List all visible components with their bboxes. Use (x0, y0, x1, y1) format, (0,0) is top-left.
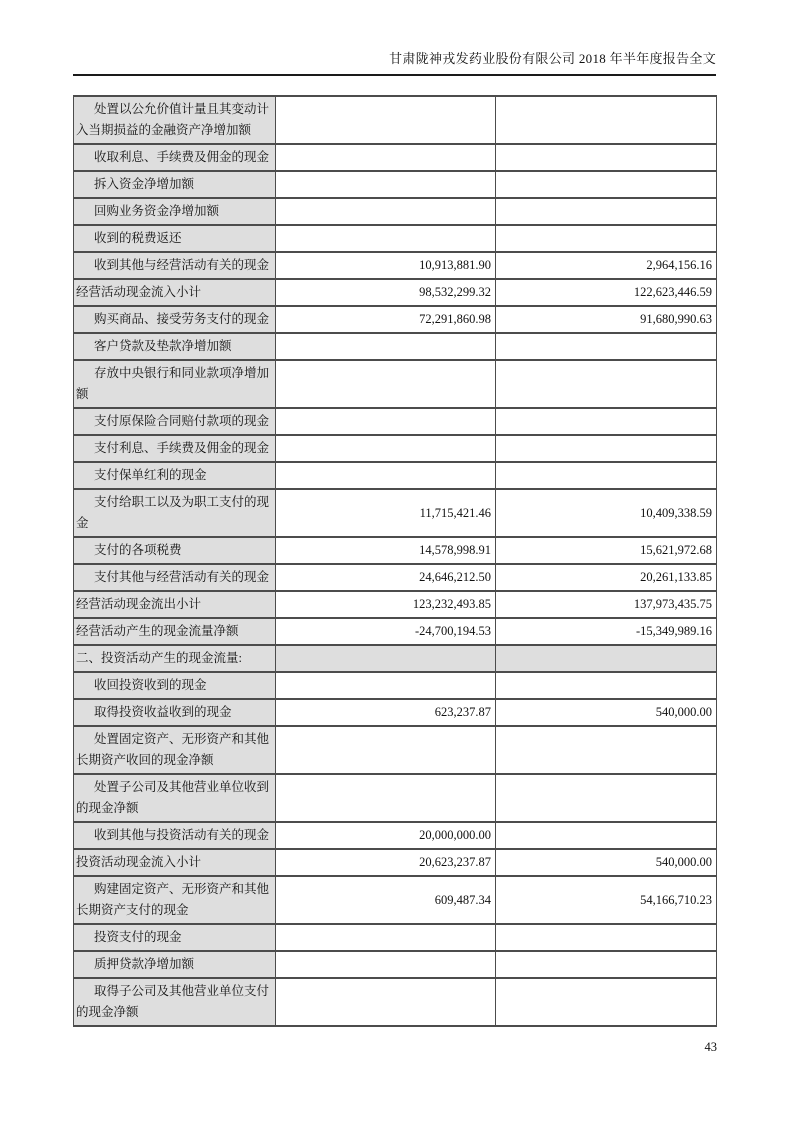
table-row (74, 489, 717, 537)
row-value-col1 (276, 672, 496, 699)
table-row (74, 462, 717, 489)
row-value-col2: 137,973,435.75 (496, 591, 717, 618)
row-label: 取得子公司及其他营业单位支付的现金净额 (74, 978, 276, 1026)
row-label: 购买商品、接受劳务支付的现金 (74, 306, 276, 333)
cashflow-table (73, 95, 717, 1027)
table-row (74, 144, 717, 171)
row-label: 收回投资收到的现金 (74, 672, 276, 699)
row-label: 购建固定资产、无形资产和其他长期资产支付的现金 (74, 876, 276, 924)
row-value-col1: 609,487.34 (276, 876, 496, 924)
row-value-col1: 20,623,237.87 (276, 849, 496, 876)
table-row (74, 537, 717, 564)
row-value-col2 (496, 672, 717, 699)
row-value-col1: 24,646,212.50 (276, 564, 496, 591)
row-label: 经营活动产生的现金流量净额 (74, 618, 276, 645)
row-label: 支付给职工以及为职工支付的现金 (74, 489, 276, 537)
table-row (74, 951, 717, 978)
row-label: 经营活动现金流入小计 (74, 279, 276, 306)
table-row (74, 924, 717, 951)
row-value-col1: 20,000,000.00 (276, 822, 496, 849)
row-value-col1: 11,715,421.46 (276, 489, 496, 537)
table-row (74, 171, 717, 198)
row-value-col1 (276, 951, 496, 978)
row-value-col2 (496, 144, 717, 171)
report-header-title: 甘肃陇神戎发药业股份有限公司 2018 年半年度报告全文 (73, 48, 716, 76)
row-value-col1 (276, 225, 496, 252)
row-label: 支付其他与经营活动有关的现金 (74, 564, 276, 591)
row-value-col2 (496, 408, 717, 435)
row-label: 拆入资金净增加额 (74, 171, 276, 198)
row-value-col2: 15,621,972.68 (496, 537, 717, 564)
row-value-col1 (276, 408, 496, 435)
table-row (74, 876, 717, 924)
table-row (74, 849, 717, 876)
table-row (74, 699, 717, 726)
table-row (74, 306, 717, 333)
page-number: 43 (704, 1040, 717, 1054)
table-row (74, 978, 717, 1026)
row-value-col1: 72,291,860.98 (276, 306, 496, 333)
row-value-col1: 123,232,493.85 (276, 591, 496, 618)
row-label: 投资活动现金流入小计 (74, 849, 276, 876)
row-value-col1 (276, 462, 496, 489)
row-value-col2 (496, 435, 717, 462)
table-row (74, 333, 717, 360)
row-value-col1: 98,532,299.32 (276, 279, 496, 306)
row-value-col2 (496, 198, 717, 225)
row-value-col1: 14,578,998.91 (276, 537, 496, 564)
table-row (74, 591, 717, 618)
row-value-col2 (496, 225, 717, 252)
table-row (74, 408, 717, 435)
row-value-col1 (276, 333, 496, 360)
row-value-col2: 122,623,446.59 (496, 279, 717, 306)
row-value-col1 (276, 360, 496, 408)
row-label: 客户贷款及垫款净增加额 (74, 333, 276, 360)
row-value-col1 (276, 171, 496, 198)
table-row (74, 672, 717, 699)
row-value-col1 (276, 726, 496, 774)
row-value-col1: 623,237.87 (276, 699, 496, 726)
row-label: 二、投资活动产生的现金流量: (74, 645, 276, 672)
row-value-col1 (276, 435, 496, 462)
row-label: 经营活动现金流出小计 (74, 591, 276, 618)
table-row (74, 96, 717, 144)
table-row (74, 822, 717, 849)
row-label: 收到其他与投资活动有关的现金 (74, 822, 276, 849)
row-value-col1 (276, 978, 496, 1026)
table-row (74, 564, 717, 591)
row-label: 收取利息、手续费及佣金的现金 (74, 144, 276, 171)
row-value-col1: -24,700,194.53 (276, 618, 496, 645)
row-label: 处置以公允价值计量且其变动计入当期损益的金融资产净增加额 (74, 96, 276, 144)
row-label: 处置固定资产、无形资产和其他长期资产收回的现金净额 (74, 726, 276, 774)
row-value-col1 (276, 774, 496, 822)
table-row (74, 198, 717, 225)
row-value-col2: 540,000.00 (496, 699, 717, 726)
row-label: 支付保单红利的现金 (74, 462, 276, 489)
row-value-col2: 2,964,156.16 (496, 252, 717, 279)
row-label: 处置子公司及其他营业单位收到的现金净额 (74, 774, 276, 822)
row-value-col2 (496, 333, 717, 360)
row-label: 质押贷款净增加额 (74, 951, 276, 978)
row-value-col1 (276, 645, 496, 672)
row-value-col2 (496, 822, 717, 849)
row-label: 支付的各项税费 (74, 537, 276, 564)
row-value-col2 (496, 96, 717, 144)
row-label: 取得投资收益收到的现金 (74, 699, 276, 726)
row-value-col2: 540,000.00 (496, 849, 717, 876)
table-row (74, 435, 717, 462)
row-label: 投资支付的现金 (74, 924, 276, 951)
table-row (74, 774, 717, 822)
row-value-col2 (496, 978, 717, 1026)
table-row (74, 360, 717, 408)
row-value-col2: -15,349,989.16 (496, 618, 717, 645)
row-label: 收到其他与经营活动有关的现金 (74, 252, 276, 279)
row-value-col1 (276, 96, 496, 144)
row-value-col1 (276, 198, 496, 225)
row-value-col2 (496, 951, 717, 978)
row-value-col2 (496, 726, 717, 774)
table-row (74, 252, 717, 279)
row-label: 支付利息、手续费及佣金的现金 (74, 435, 276, 462)
row-value-col2: 10,409,338.59 (496, 489, 717, 537)
row-label: 回购业务资金净增加额 (74, 198, 276, 225)
row-label: 支付原保险合同赔付款项的现金 (74, 408, 276, 435)
row-value-col2 (496, 924, 717, 951)
row-label: 收到的税费返还 (74, 225, 276, 252)
row-value-col2: 91,680,990.63 (496, 306, 717, 333)
row-value-col2 (496, 645, 717, 672)
row-value-col2: 54,166,710.23 (496, 876, 717, 924)
row-label: 存放中央银行和同业款项净增加额 (74, 360, 276, 408)
row-value-col1 (276, 924, 496, 951)
row-value-col1 (276, 144, 496, 171)
table-row (74, 279, 717, 306)
table-row (74, 618, 717, 645)
row-value-col2 (496, 462, 717, 489)
row-value-col2 (496, 360, 717, 408)
table-row (74, 726, 717, 774)
cashflow-table-body (74, 96, 717, 1026)
row-value-col2 (496, 774, 717, 822)
row-value-col2: 20,261,133.85 (496, 564, 717, 591)
row-value-col2 (496, 171, 717, 198)
table-row (74, 645, 717, 672)
table-row (74, 225, 717, 252)
row-value-col1: 10,913,881.90 (276, 252, 496, 279)
